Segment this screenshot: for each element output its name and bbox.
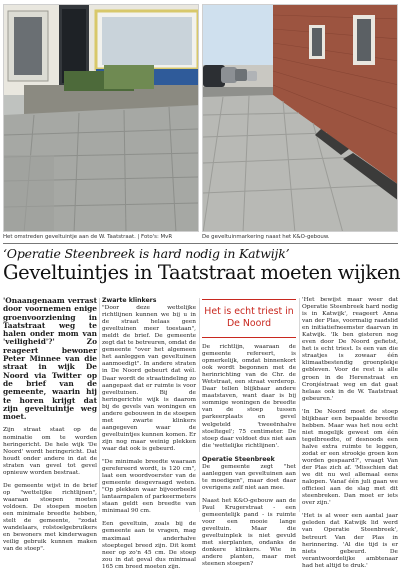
article-paragraph: "Door deze wettelijke richtlijnen kunnen we bij u in de straat helaas geen geveltuinen meer toestaan", meldt de brief. De gemeente zegt dat te betreuren, omdat de gemeente "over het algemeen het aanleggen van geveltuinen aanmoedigt". In andere straten in De Noord gebeurt dat wél. Daar wordt de straatindeling zo aangepast dat er ruimte is voor geveltuinen. Bij de heringerichte wijk is daarom bij de gevels van woningen en andere gebouwen in de stoepen met zwarte klinkers aangegeven waar de geveltuintjes kunnen komen. Er zijn nog maar weinig plekken waar dat ook is gebeurd. <box>102 305 196 452</box>
article-paragraph: 'Het is al weer een aantal jaar geleden dat Katwijk lid werd van Operatie Steenbreek', betreurt Van der Plas in herinnering. 'Al die tijd is er niets gebeurd. De verantwoordelijke ambtenaar had het altijd te druk.' <box>302 513 398 569</box>
article-paragraph: De richtlijn, waaraan de gemeente refereert, is opmerkelijk, omdat binnenkort ook wordt begonnen met de herinrichting van de Chr. de Wetstraat, een straat verderop. Daar tellen blijkbaar andere maatstaven, want daar is bij sommige woningen de breedte van de stoep tussen parkeerplaats en gevel welgeteld 'tweeënhalve stoeltegel'; 75 centimeter. De stoep daar voldoet dus niet aan die 'wettelijke richtlijnen'. <box>202 344 296 449</box>
article-column-3 <box>202 297 296 568</box>
article-kicker: ‘Operatie Steenbreek is hard nodig in Katwijk’ <box>3 246 290 261</box>
column-divider <box>299 298 300 512</box>
pull-quote: Het is echt triest in De Noord <box>202 299 296 338</box>
photo-facade-garden-image <box>4 5 199 232</box>
photo-caption-right: De geveltuinmarkering naast het K&O-gebouw. <box>202 234 330 240</box>
photo-caption-left: Het omstreden geveltuintje aan de W. Taatstraat. | Foto's: MvR <box>3 234 173 240</box>
column-divider <box>99 298 100 512</box>
section-divider <box>3 243 398 244</box>
article-column-4 <box>302 297 398 570</box>
article-column-2 <box>102 297 196 571</box>
photo-paver-marking-image <box>203 5 398 232</box>
article-subheading: Operatie Steenbreek <box>202 455 275 463</box>
article-paragraph: 'Het bewijst maar weer dat Operatie Steenbreek hard nodig is in Katwijk', reageert Anna van der Plas, voormalig raadslid en initiatiefneemster daarvan in Katwijk. 'Ik ben gisteren nog even door De Noord gefietst, het is echt triest. Is een van die straatjes is zowaar één klimaatbestendig groenplekje gebleven. Voor de rest is alle groen in de Herenstraat en Cronjéstraat weg en dat gaat helaas ook in de W. Taatstraat gebeuren.' <box>302 297 398 402</box>
article-paragraph: Een geveltuin, zoals bij de gemeente aan te vragen, mag maximaal anderhalve stoeptegel breed zijn. Dit komt neer op zo'n 45 cm. De stoep zou in dat geval dus minimaal 165 cm breed moeten zijn. <box>102 521 196 570</box>
article-paragraph: "De minimale breedte waaraan gerefereerd wordt, is 120 cm", laat een woordvoerster van de gemeente desgevraagd weten. "Op plekken waar bijvoorbeeld lantaarnpalen of parkeermeters staan geldt een breedte van minimaal 90 cm. <box>102 459 196 515</box>
article-headline: Geveltuintjes in Taatstraat moeten wijken <box>3 261 401 284</box>
photo-paver-marking <box>202 4 398 232</box>
article-paragraph: Zijn straat staat op de nominatie om te worden heringericht. De hele wijk 'De Noord' wordt heringericht. Dat houdt onder andere in dat de straten van gevel tot gevel opnieuw worden bestraat. <box>3 427 97 476</box>
article-paragraph: Naast het K&O-gebouw aan de Paul Krugerstraat - een gemeentelijk pand - is ruimte voor een mooie lange geveltuin. Maar die geveltuinplek is niet gevuld met sierplanten, ondanks de donkere klinkers. Wie in andere planten, maar met steenen stoepen? <box>202 497 296 568</box>
article-subheading: Zwarte klinkers <box>102 297 157 304</box>
article-paragraph: De gemeente zegt "het aanleggen van geveltuinen aan te moedigen", maar doet daar overigens zelf niet aan mee. <box>202 463 296 491</box>
article-lead: 'Onaangenaam verrast door voornemen enige groenvoorziening in Taatstraat weg te halen onder mom van 'veiligheid'?' Zo reageert bewoner Peter Minnee van die straat in wijk De Noord via Twitter op de brief van de gemeente, waarin hij te horen krijgt dat zijn geveltuintje weg moet. <box>3 296 97 422</box>
article-paragraph: 'In De Noord moet de stoep blijkbaar een bepaalde breedte hebben. Maar was het nou echt niet mogelijk gewest om één tegelbreedte, of desnoods een halve extra ruimte te leggen, zodat er een strookje groen kon worden gespaard?', vraagt Van der Plas zich af. 'Misschien dat we dit nu wel allemaal eens nalopen. Vanaf één juli gaan we officieel aan de slag met dit steenbreken. Dan moet er iets over zijn.' <box>302 408 398 507</box>
article-column-1 <box>3 297 97 553</box>
photo-facade-garden <box>3 4 199 232</box>
column-divider <box>199 298 200 512</box>
article-paragraph: De gemeente wijst in de brief op "wettelijke richtlijnen", waaraan stoepen moeten voldoen. De stoepen moeten een minimale breedte hebben, stelt de gemeente, "zodat wandelaars, rolstoelgebruikers en bewoners met kinderwagen veilig gebruik kunnen maken van de stoep". <box>3 482 97 553</box>
